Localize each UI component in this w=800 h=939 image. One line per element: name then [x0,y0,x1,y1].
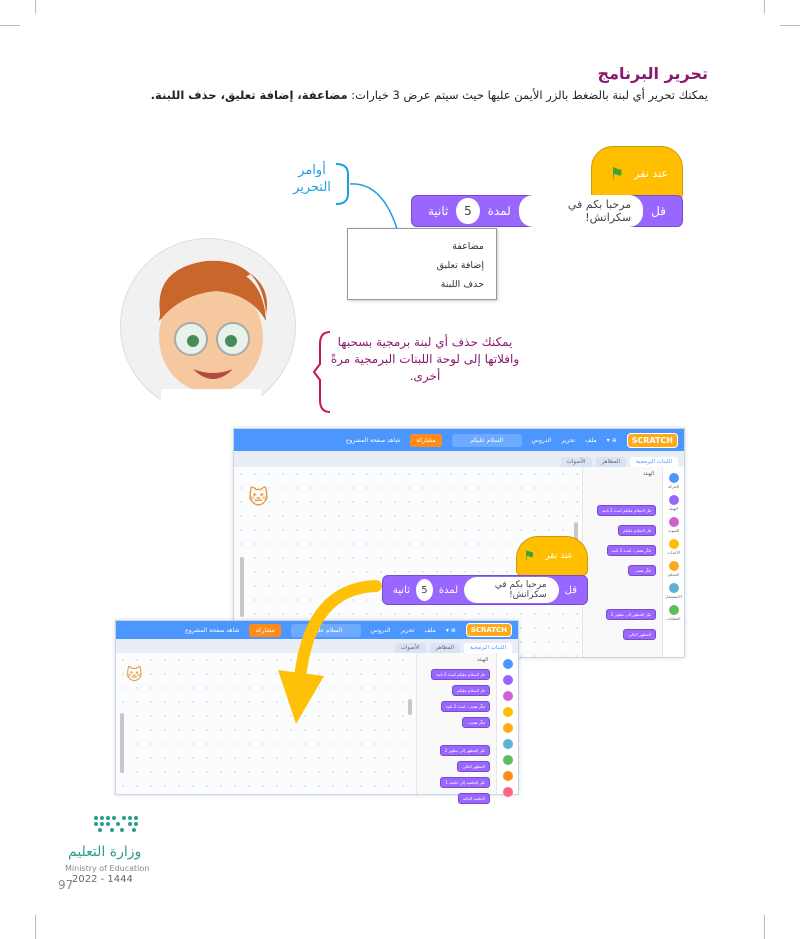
crop-mark [0,25,20,26]
say-for-secs-block[interactable] [382,575,588,605]
for-label: لمدة [487,204,511,218]
category-my-blocks[interactable] [503,787,513,797]
category-motion[interactable] [669,473,679,483]
edit-commands-callout: أوامر التحرير [293,163,331,195]
menu-edit[interactable]: تحرير [400,626,415,634]
tab-code[interactable]: اللبنات البرمجية [630,457,678,467]
crop-mark [780,25,800,26]
say-message-input[interactable]: مرحبا بكم في سكراتش! [464,577,559,603]
palette-block[interactable]: فكّر همم... [628,565,657,576]
palette-block[interactable]: قل السلام عليكم [618,525,656,536]
seconds-unit: ثانية [393,584,410,596]
share-button[interactable]: مشاركة [249,624,280,637]
green-flag-icon: ⚑ [609,163,625,183]
palette-block[interactable]: قل السلام عليكم لمدة 2 ثانية [431,669,490,680]
category-sound[interactable] [669,517,679,527]
hat-label: عند نقر [634,166,668,180]
palette-block[interactable]: فكّر همم... لمدة 2 ثانية [441,701,490,712]
context-menu [347,228,497,300]
block-palette [416,653,496,801]
editor-tabs [234,451,684,467]
palette-block[interactable]: فكّر همم... [462,717,491,728]
page-title: تحرير البرنامج [597,64,708,83]
category-label: الحركة [667,484,680,489]
for-label: لمدة [438,584,459,596]
intro-text: يمكنك تحرير أي لبنة بالضغط بالزر الأيمن عليها حيث سيتم عرض 3 خيارات: [347,88,708,102]
category-variables[interactable] [503,771,513,781]
palette-block[interactable]: غيّر المظهر إلى مظهر 2 [606,609,656,620]
category-label: الاستشعار [665,594,682,599]
see-project-page-link[interactable]: شاهد صفحة المشروع [345,436,401,444]
see-project-page-link[interactable]: شاهد صفحة المشروع [185,626,240,634]
crop-mark [764,0,765,14]
category-looks[interactable] [669,495,679,505]
palette-block[interactable]: غيّر الخلفية إلى خلفية 1 [440,777,490,788]
palette-block[interactable]: قل السلام عليكم [452,685,490,696]
menu-edit[interactable]: تحرير [561,436,576,444]
when-flag-clicked-block[interactable] [591,146,683,200]
category-label: الهيئة [669,506,678,511]
say-message-input[interactable]: مرحبا بكم في سكراتش! [519,195,643,227]
vertical-scrollbar[interactable] [408,699,412,715]
intro-paragraph [68,88,708,102]
category-label: العمليات [666,616,681,621]
ministry-logo-icon [56,812,166,872]
seconds-unit: ثانية [428,204,449,218]
category-operators[interactable] [503,755,513,765]
crop-mark [35,0,36,14]
crop-mark [35,915,36,939]
menu-tutorials[interactable]: الدروس [531,436,552,444]
crop-mark [764,915,765,939]
palette-caption: الهيئة [477,657,488,663]
category-label: التحكم [668,572,679,577]
vertical-scrollbar[interactable] [240,557,244,617]
category-list [662,467,684,657]
block-palette [582,467,662,657]
ministry-name-ar: وزارة التعليم [68,844,142,860]
menu-item-add-comment[interactable]: إضافة تعليق [436,260,484,271]
scratch-logo[interactable]: SCRATCH [466,623,512,637]
globe-icon[interactable]: ⊕ ▾ [445,626,456,634]
say-label: قل [564,584,577,596]
palette-block[interactable]: غيّر المظهر إلى مظهر 2 [440,745,490,756]
seconds-input[interactable]: 5 [456,198,479,224]
menu-file[interactable]: ملف [585,436,597,444]
category-control[interactable] [669,561,679,571]
boy-character-image [120,238,296,414]
category-operators[interactable] [669,605,679,615]
menu-item-delete-block[interactable]: حذف اللبنة [440,279,484,290]
category-motion[interactable] [503,659,513,669]
tab-sounds[interactable]: الأصوات [395,643,426,653]
palette-block[interactable]: قل السلام عليكم لمدة 2 ثانية [597,505,656,516]
tab-costumes[interactable]: المظاهر [596,457,627,467]
category-sound[interactable] [503,691,513,701]
palette-caption: الهيئة [643,471,654,477]
when-flag-clicked-block[interactable] [516,536,588,576]
category-events[interactable] [669,539,679,549]
say-for-secs-block[interactable] [411,195,683,227]
tab-costumes[interactable]: المظاهر [430,643,461,653]
edition-year: 2022 - 1444 [72,874,133,885]
delete-block-callout: يمكنك حذف أي لبنة برمجية بسحبها وافلاتها إلى لوحة اللبنات البرمجية مرةً أخرى. [330,335,520,383]
menu-tutorials[interactable]: الدروس [370,626,391,634]
seconds-input[interactable]: 5 [416,579,433,601]
tab-code[interactable]: اللبنات البرمجية [464,643,512,653]
vertical-scrollbar[interactable] [120,713,124,773]
category-events[interactable] [503,707,513,717]
category-sensing[interactable] [503,739,513,749]
palette-block[interactable]: المظهر التالي [623,629,656,640]
drag-arrow-icon [270,578,380,728]
project-name-input[interactable]: السلام عليكم [452,434,522,447]
project-name-input[interactable]: السلام عليكم [291,624,361,637]
category-label: الأحداث [667,550,680,555]
green-flag-icon: ⚑ [523,548,536,564]
category-label: الصوت [667,528,680,533]
category-list [496,653,518,794]
palette-block[interactable]: فكّر همم... لمدة 2 ثانية [607,545,656,556]
scratch-menubar [234,429,684,451]
palette-block[interactable]: المظهر التالي [457,761,490,772]
page-number: 97 [58,878,74,892]
globe-icon[interactable]: ⊕ ▾ [606,436,617,444]
ministry-name-en: Ministry of Education [65,864,150,873]
share-button[interactable]: مشاركة [410,434,441,447]
sprite-cat-icon: 🐱 [126,665,143,684]
menu-file[interactable]: ملف [424,626,436,634]
tab-sounds[interactable]: الأصوات [561,457,592,467]
category-control[interactable] [503,723,513,733]
sprite-cat-icon: 🐱 [248,485,269,509]
hat-label: عند نقر [545,551,573,561]
menu-item-duplicate[interactable]: مضاعفة [452,241,484,252]
scratch-logo[interactable]: SCRATCH [627,433,678,448]
category-sensing[interactable] [669,583,679,593]
say-label: قل [651,204,666,218]
category-looks[interactable] [503,675,513,685]
palette-block[interactable]: الخلفية التالية [458,793,490,804]
intro-options: مضاعفة، إضافة تعليق، حذف اللبنة. [150,88,348,102]
